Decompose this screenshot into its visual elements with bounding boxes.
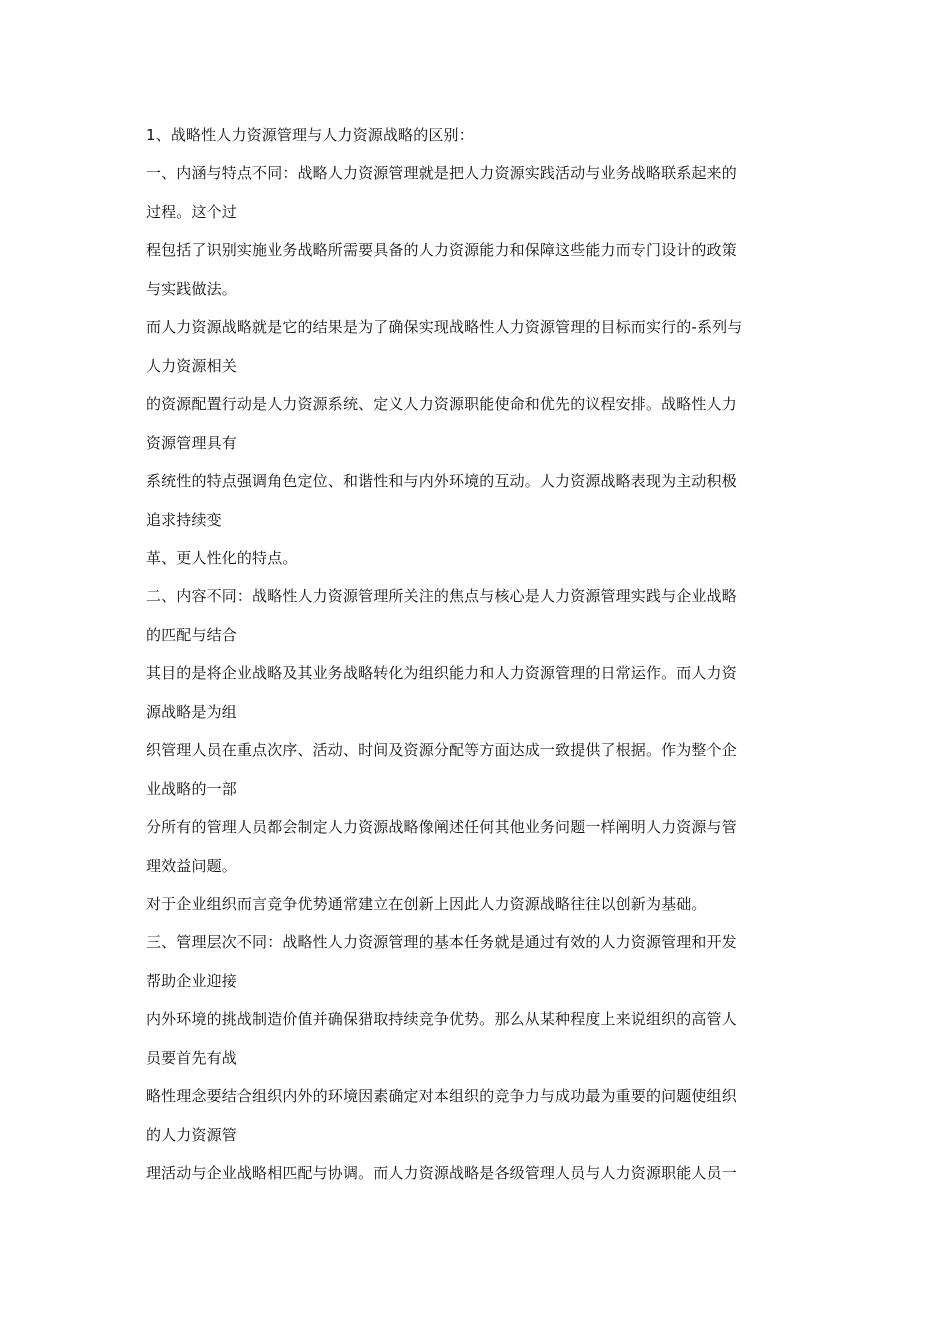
text-line: 对于企业组织而言竞争优势通常建立在创新上因此人力资源战略往往以创新为基础。 [146,895,707,913]
text-line: 程包括了识别实施业务战略所需要具备的人力资源能力和保障这些能力而专门设计的政策 [146,241,737,259]
text-line: 帮助企业迎接 [146,972,237,990]
text-line: 过程。这个过 [146,203,237,221]
text-line: 员要首先有战 [146,1049,237,1067]
text-line: 理效益问题。 [146,857,237,875]
text-line: 一、内涵与特点不同：战略人力资源管理就是把人力资源实践活动与业务战略联系起来的 [146,164,737,182]
text-line: 分所有的管理人员都会制定人力资源战略像阐述任何其他业务问题一样阐明人力资源与管 [146,818,737,836]
text-line: 业战略的一部 [146,780,237,798]
text-line: 的资源配置行动是人力资源系统、定义人力资源职能使命和优先的议程安排。战略性人力 [146,395,737,413]
text-line: 理活动与企业战略相匹配与协调。而人力资源战略是各级管理人员与人力资源职能人员一 [146,1164,737,1182]
text-line: 的匹配与结合 [146,626,237,644]
text-line: 人力资源相关 [146,357,237,375]
document-body [146,124,816,1184]
text-line: 源战略是为组 [146,703,237,721]
text-line: 而人力资源战略就是它的结果是为了确保实现战略性人力资源管理的目标而实行的-系列与 [146,318,743,336]
text-line: 三、管理层次不同：战略性人力资源管理的基本任务就是通过有效的人力资源管理和开发 [146,933,737,951]
text-line: 1、战略性人力资源管理与人力资源战略的区别： [146,126,474,144]
text-line: 追求持续变 [146,511,222,529]
text-line: 二、内容不同：战略性人力资源管理所关注的焦点与核心是人力资源管理实践与企业战略 [146,587,737,605]
text-line: 略性理念要结合组织内外的环境因素确定对本组织的竞争力与成功最为重要的问题使组织 [146,1087,737,1105]
text-line: 与实践做法。 [146,280,237,298]
text-line: 系统性的特点强调角色定位、和谐性和与内外环境的互动。人力资源战略表现为主动积极 [146,472,737,490]
text-line: 织管理人员在重点次序、活动、时间及资源分配等方面达成一致提供了根据。作为整个企 [146,741,737,759]
text-line: 革、更人性化的特点。 [146,549,298,567]
text-line: 资源管理具有 [146,434,237,452]
text-line: 其目的是将企业战略及其业务战略转化为组织能力和人力资源管理的日常运作。而人力资 [146,664,737,682]
text-line: 内外环境的挑战制造价值并确保猎取持续竞争优势。那么从某种程度上来说组织的高管人 [146,1010,737,1028]
text-line: 的人力资源管 [146,1126,237,1144]
